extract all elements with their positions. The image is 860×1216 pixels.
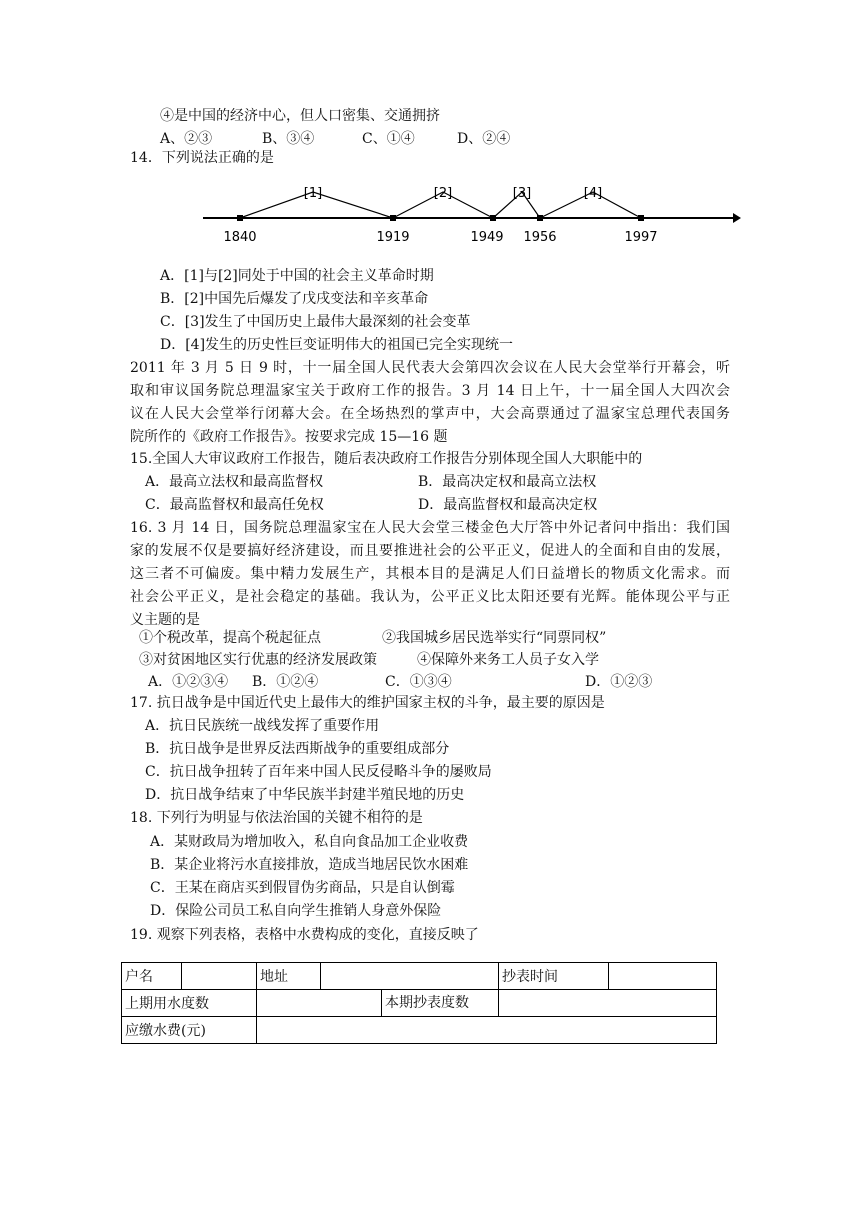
current-reading-label: 本期抄表度数 [381, 990, 498, 1016]
tick-1919 [390, 215, 396, 221]
q18-option-c: C．王某在商店买到假冒伪劣商品，只是自认倒霉 [150, 880, 455, 896]
q16-line-5: 义主题的是 [130, 612, 200, 628]
q17-option-d: D．抗日战争结束了中华民族半封建半殖民地的历史 [145, 787, 465, 803]
year-label-1997: 1997 [624, 230, 658, 245]
q15-option-b: B．最高决定权和最高立法权 [418, 474, 597, 490]
q13-option-a: A、②③ [160, 131, 213, 147]
q17-stem: 17. 抗日战争是中国近代史上最伟大的维护国家主权的斗争，最主要的原因是 [130, 695, 605, 711]
current-reading-cell [499, 990, 717, 1017]
q18-stem [130, 808, 423, 828]
q14-timeline [195, 175, 745, 250]
q16-line-3: 这三者不可偏废。集中精力发展生产，其根本目的是满足人们日益增长的物质文化需求。而 [130, 566, 730, 582]
period-label-4: [4] [583, 186, 603, 201]
period-label-2: [2] [433, 186, 453, 201]
reading-time-label: 抄表时间 [499, 963, 609, 990]
address-cell [321, 963, 499, 990]
q16-line-1: 16. 3 月 14 日，国务院总理温家宝在人民大会堂三楼金色大厅答中外记者问中指出：我们国 [130, 520, 730, 536]
q13-option-d: D、②④ [457, 131, 511, 147]
material-line-4: 院所作的《政府工作报告》。按要求完成 15—16 题 [130, 429, 448, 445]
q16-line-2: 家的发展不仅是要搞好经济建设，而且要推进社会的公平正义，促进人的全面和自由的发展， [130, 543, 730, 559]
table-row [122, 990, 717, 1017]
tick-1949 [490, 215, 496, 221]
reading-time-cell [609, 963, 717, 990]
tick-1956 [537, 215, 543, 221]
q18-option-b: B．某企业将污水直接排放，造成当地居民饮水困难 [150, 857, 469, 873]
tick-1997 [638, 215, 644, 221]
material-line-2: 取和审议国务院总理温家宝关于政府工作的报告。3 月 14 日上午，十一届全国人大四次会 [130, 383, 730, 399]
q13-option-c: C、①④ [362, 131, 415, 147]
year-label-1956: 1956 [523, 230, 557, 245]
q17-option-a: A．抗日民族统一战线发挥了重要作用 [145, 718, 380, 734]
q14-option-a: A．[1]与[2]同处于中国的社会主义革命时期 [160, 268, 434, 284]
q14-option-c: C．[3]发生了中国历史上最伟大最深刻的社会变革 [160, 314, 471, 330]
q16-option-d: D．①②③ [585, 674, 653, 690]
last-usage-label: 上期用水度数 [122, 990, 257, 1017]
q18-option-a: A．某财政局为增加收入，私自向食品加工企业收费 [150, 834, 469, 850]
q17-option-c: C．抗日战争扭转了百年来中国人民反侵略斗争的屡败局 [145, 764, 492, 780]
material-line-3: 议在人民大会堂举行闭幕大会。在全场热烈的掌声中，大会高票通过了温家宝总理代表国务 [130, 406, 730, 422]
q16-item-3: ③对贫困地区实行优惠的经济发展政策 [139, 652, 377, 668]
q16-line-4: 社会公平正义，是社会稳定的基础。我认为，公平正义比太阳还要有光辉。能体现公平与正 [130, 589, 730, 605]
q16-item-1: ①个税改革，提高个税起征点 [139, 630, 321, 646]
q16-option-a: A．①②③④ [148, 674, 229, 690]
address-label: 地址 [257, 963, 321, 990]
q16-option-b: B．①②④ [252, 674, 319, 690]
household-label: 户名 [122, 963, 182, 990]
table-row [122, 963, 717, 990]
amount-due-label: 应缴水费(元) [122, 1017, 257, 1044]
q14-stem: 14．下列说法正确的是 [130, 150, 274, 166]
household-cell [182, 963, 257, 990]
q14-option-d: D．[4]发生的历史性巨变证明伟大的祖国已完全实现统一 [160, 337, 514, 353]
q15-option-c: C．最高监督权和最高任免权 [145, 497, 324, 513]
q15-stem: 15.全国人大审议政府工作报告，随后表决政府工作报告分别体现全国人大职能中的 [130, 451, 643, 467]
last-usage-cell [257, 990, 381, 1016]
water-bill-table [121, 962, 717, 1044]
q13-item-4: ④是中国的经济中心，但人口密集、交通拥挤 [160, 108, 440, 124]
tick-1840 [237, 215, 243, 221]
q19-stem: 19. 观察下列表格，表格中水费构成的变化，直接反映了 [130, 927, 479, 943]
timeline-arrow [733, 213, 741, 223]
q18-option-d: D．保险公司员工私自向学生推销人身意外保险 [150, 903, 442, 919]
q15-option-a: A．最高立法权和最高监督权 [145, 474, 324, 490]
year-label-1840: 1840 [223, 230, 257, 245]
q18-stem-emphasis: 不相符 · · · [353, 810, 395, 826]
last-usage-value-wrap [257, 990, 499, 1017]
q16-option-c: C．①③④ [385, 674, 452, 690]
q18-stem-after: 的是 [394, 810, 423, 826]
q16-item-4: ④保障外来务工人员子女入学 [417, 652, 599, 668]
q15-option-d: D．最高监督权和最高决定权 [418, 497, 598, 513]
year-label-1919: 1919 [376, 230, 410, 245]
year-label-1949: 1949 [470, 230, 504, 245]
table-row [122, 1017, 717, 1044]
amount-due-cell [257, 1017, 717, 1044]
q17-option-b: B．抗日战争是世界反法西斯战争的重要组成部分 [145, 741, 450, 757]
q18-stem-before: 18. 下列行为明显与依法治国的关键 [130, 810, 353, 826]
q13-option-b: B、③④ [262, 131, 315, 147]
q14-option-b: B．[2]中国先后爆发了戊戌变法和辛亥革命 [160, 291, 429, 307]
period-label-3: [3] [512, 186, 532, 201]
material-line-1: 2011 年 3 月 5 日 9 时，十一届全国人民代表大会第四次会议在人民大会堂举行开幕会，听 [130, 360, 730, 376]
period-label-1: [1] [303, 186, 323, 201]
q16-item-2: ②我国城乡居民选举实行“同票同权” [382, 630, 607, 646]
